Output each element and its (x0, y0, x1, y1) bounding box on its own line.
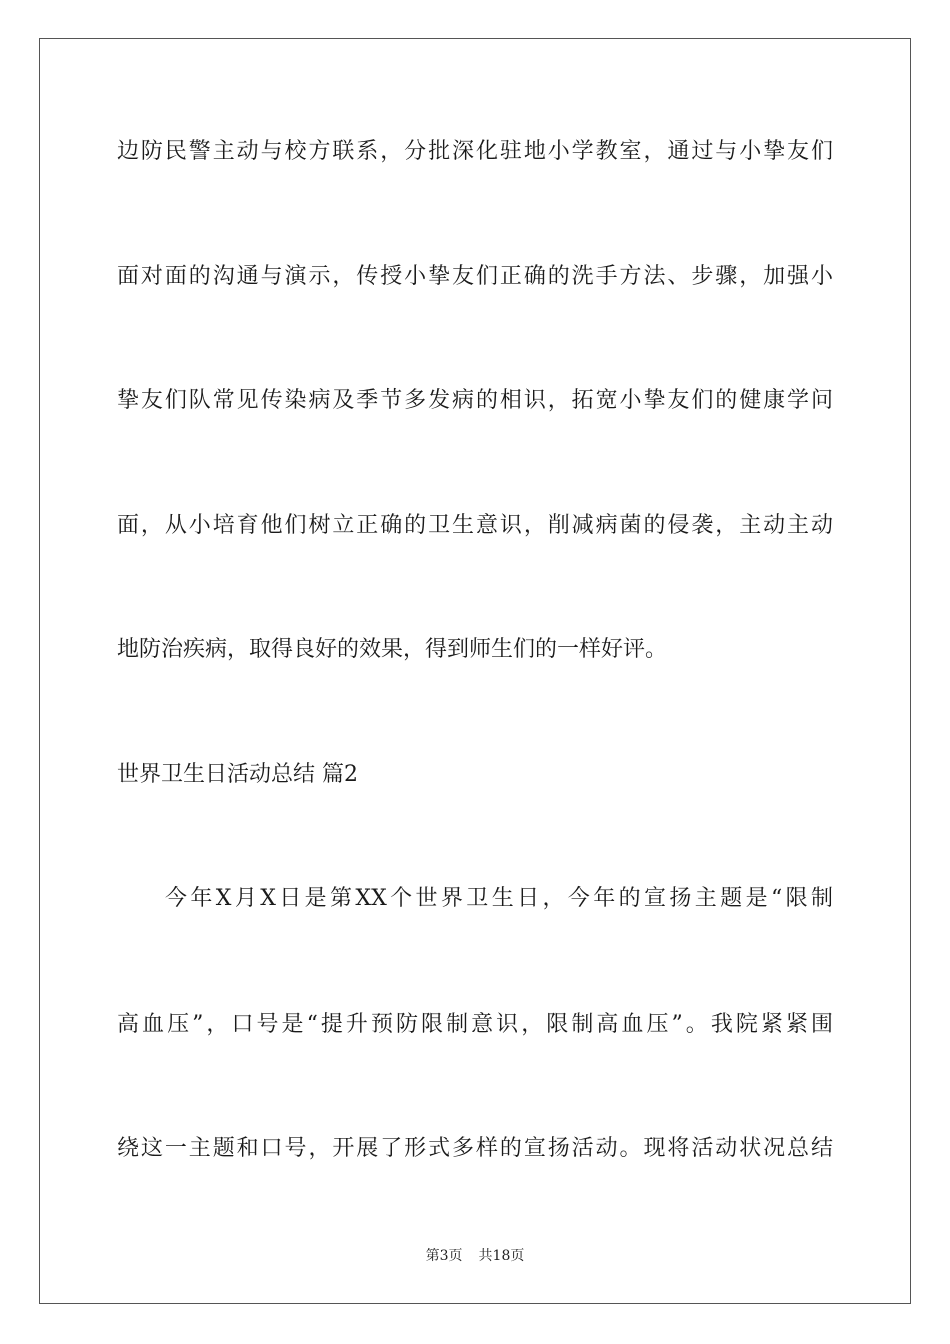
section-heading: 世界卫生日活动总结 篇2 (117, 762, 358, 787)
text-line: 面，从小培育他们树立正确的卫生意识，削减病菌的侵袭，主动主动 (117, 513, 833, 538)
page-border (39, 38, 911, 1304)
text-line: 今年X月X日是第XX个世界卫生日，今年的宣扬主题是“限制 (165, 886, 833, 911)
page-number: 第3页 (425, 1248, 463, 1264)
text-line: 挚友们队常见传染病及季节多发病的相识，拓宽小挚友们的健康学问 (117, 388, 833, 413)
text-line: 面对面的沟通与演示，传授小挚友们正确的洗手方法、步骤，加强小 (117, 264, 833, 289)
text-line: 地防治疾病，取得良好的效果，得到师生们的一样好评。 (117, 637, 668, 662)
text-line: 边防民警主动与校方联系，分批深化驻地小学教室，通过与小挚友们 (117, 139, 833, 164)
text-line: 绕这一主题和口号，开展了形式多样的宣扬活动。现将活动状况总结 (117, 1136, 833, 1161)
text-line: 高血压”，口号是“提升预防限制意识，限制高血压”。我院紧紧围 (117, 1012, 833, 1037)
page-footer (0, 1246, 950, 1266)
page-total: 共18页 (478, 1248, 525, 1264)
